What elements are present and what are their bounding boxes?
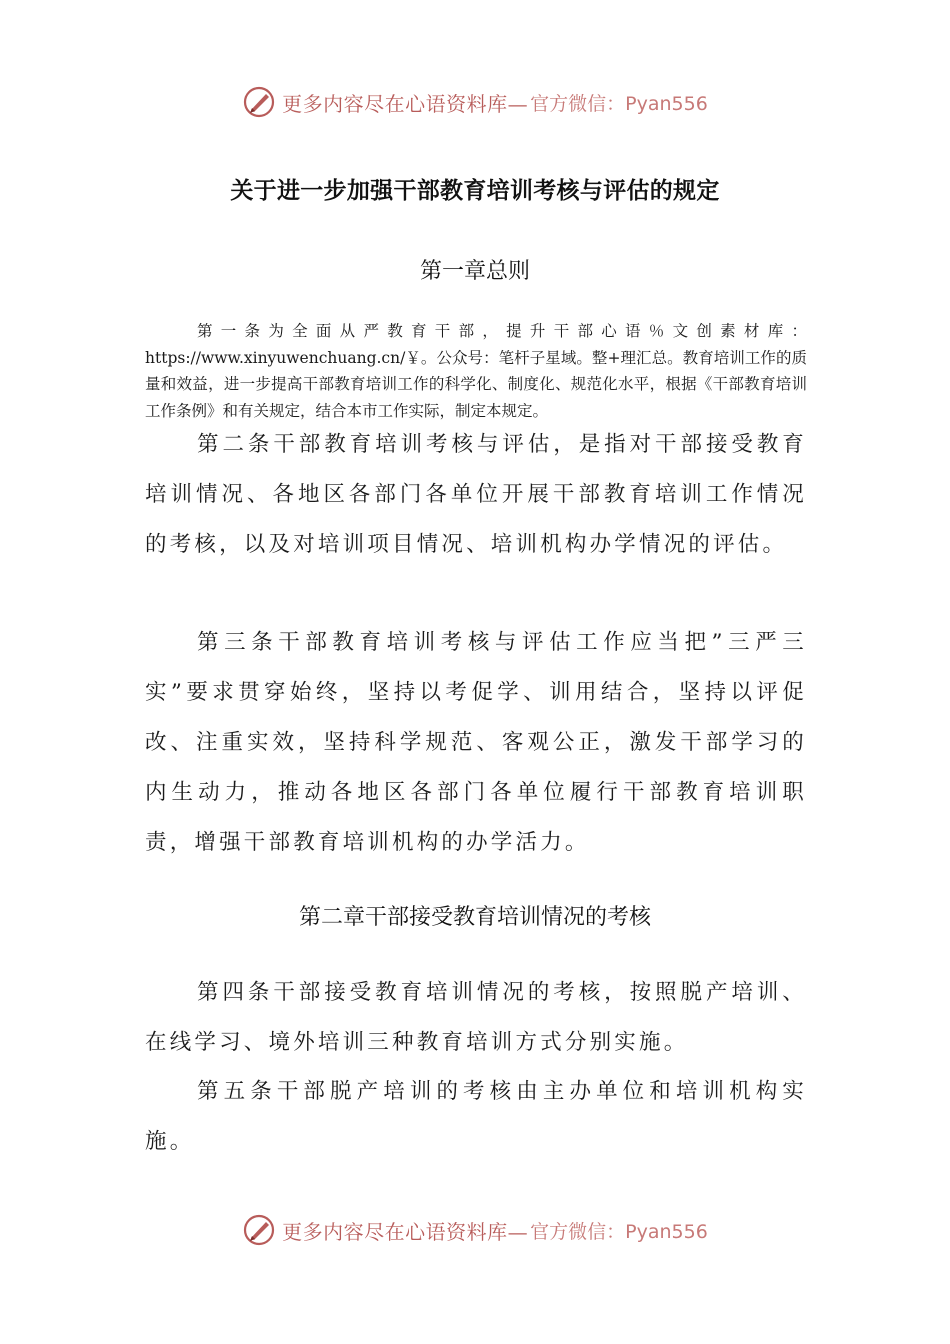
banner-text: 更多内容尽在心语资料库—: [282, 1219, 529, 1244]
chapter-heading: 第一章总则: [419, 259, 530, 284]
header-banner: [0, 80, 950, 124]
footer-banner: [0, 1208, 950, 1252]
article-paragraph: 第五条干部脱产培训的考核由主办单位和培训机构实施。: [145, 1079, 807, 1154]
banner-wechat: 官方微信：Pyan556: [530, 92, 708, 115]
document-title: 关于进一步加强干部教育培训考核与评估的规定: [230, 178, 720, 204]
pen-logo-icon: [242, 1213, 276, 1247]
article-paragraph: 第一条为全面从严教育干部，提升干部心语％文创素材库：https://www.xinyuwenchuang.cn/￥。公众号：笔杆子星域。整+理汇总。教育培训工作的质量和效益，进一步提高干部教育培训工作的科学化、制度化、规范化水平，根据《干部教育培训工作条例》和有关规定，结合本市工作实际，制定本规定。: [145, 322, 807, 420]
banner-wechat: 官方微信：Pyan556: [530, 1220, 708, 1243]
pen-logo-icon: [242, 85, 276, 119]
banner-text: 更多内容尽在心语资料库—: [282, 91, 529, 116]
article-paragraph: 第四条干部接受教育培训情况的考核，按照脱产培训、在线学习、境外培训三种教育培训方式分别实施。: [145, 980, 807, 1055]
chapter-heading: 第二章干部接受教育培训情况的考核: [298, 905, 651, 930]
article-paragraph: 第三条干部教育培训考核与评估工作应当把”三严三实”要求贯穿始终，坚持以考促学、训用结合，坚持以评促改、注重实效，坚持科学规范、客观公正，激发干部学习的内生动力，推动各地区各部门各单位履行干部教育培训职责，增强干部教育培训机构的办学活力。: [145, 630, 807, 855]
article-paragraph: 第二条干部教育培训考核与评估，是指对干部接受教育培训情况、各地区各部门各单位开展干部教育培训工作情况的考核，以及对培训项目情况、培训机构办学情况的评估。: [145, 432, 807, 557]
